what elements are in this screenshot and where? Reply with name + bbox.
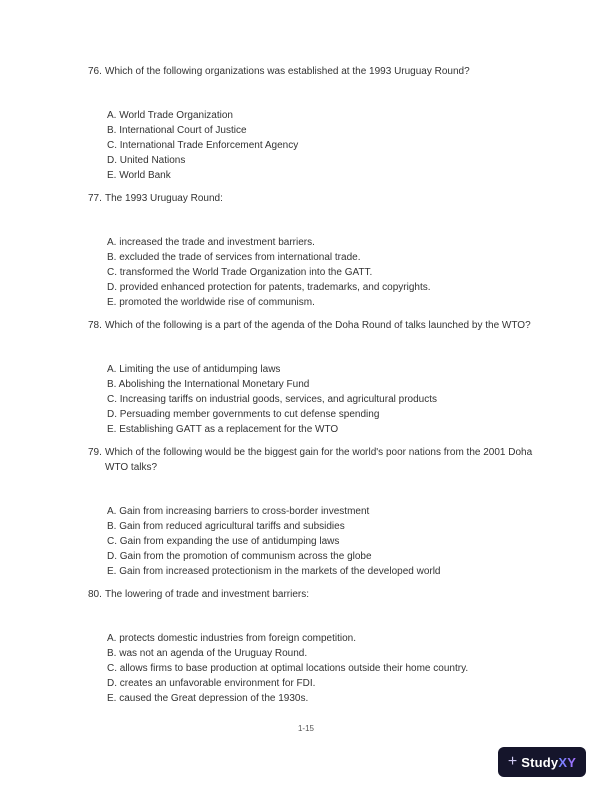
brand-study-text: Study bbox=[521, 754, 559, 770]
question-78 bbox=[88, 318, 554, 437]
answer-option: E. caused the Great depression of the 1930s. bbox=[107, 693, 309, 704]
answer-option: D. United Nations bbox=[107, 155, 186, 166]
answer-option: D. creates an unfavorable environment for FDI. bbox=[107, 678, 316, 689]
answer-option: E. World Bank bbox=[107, 170, 171, 181]
question-77 bbox=[88, 191, 554, 310]
answer-option: B. Abolishing the International Monetary Fund bbox=[107, 379, 310, 390]
answer-option: E. Gain from increased protectionism in the markets of the developed world bbox=[107, 566, 441, 577]
question-number: 76. bbox=[88, 66, 102, 77]
question-text: Which of the following would be the biggest gain for the world's poor nations from the 2001 Doha WTO talks? bbox=[105, 447, 533, 473]
question-number: 79. bbox=[88, 447, 102, 458]
answer-option: C. transformed the World Trade Organization into the GATT. bbox=[107, 267, 373, 278]
answer-options bbox=[107, 631, 554, 706]
question-line bbox=[88, 318, 554, 333]
answer-option: A. Limiting the use of antidumping laws bbox=[107, 364, 281, 375]
question-number: 77. bbox=[88, 193, 102, 204]
answer-option: E. Establishing GATT as a replacement for the WTO bbox=[107, 424, 339, 435]
question-text: Which of the following is a part of the agenda of the Doha Round of talks launched by the WTO? bbox=[105, 320, 531, 331]
answer-option: B. was not an agenda of the Uruguay Round. bbox=[107, 648, 308, 659]
answer-option: A. protects domestic industries from foreign competition. bbox=[107, 633, 356, 644]
question-80 bbox=[88, 587, 554, 706]
answer-option: D. Persuading member governments to cut defense spending bbox=[107, 409, 380, 420]
question-76 bbox=[88, 64, 554, 183]
answer-option: C. Gain from expanding the use of antidumping laws bbox=[107, 536, 340, 547]
question-text: The lowering of trade and investment barriers: bbox=[105, 589, 309, 600]
answer-option: C. Increasing tariffs on industrial goods, services, and agricultural products bbox=[107, 394, 437, 405]
question-line bbox=[88, 191, 554, 206]
question-text: Which of the following organizations was established at the 1993 Uruguay Round? bbox=[105, 66, 470, 77]
answer-option: D. Gain from the promotion of communism across the globe bbox=[107, 551, 372, 562]
answer-options bbox=[107, 362, 554, 437]
plus-icon: + bbox=[507, 753, 518, 770]
answer-option: B. excluded the trade of services from international trade. bbox=[107, 252, 361, 263]
answer-option: D. provided enhanced protection for patents, trademarks, and copyrights. bbox=[107, 282, 431, 293]
answer-option: C. International Trade Enforcement Agency bbox=[107, 140, 299, 151]
answer-options bbox=[107, 504, 554, 579]
answer-option: A. Gain from increasing barriers to cross-border investment bbox=[107, 506, 370, 517]
answer-options bbox=[107, 235, 554, 310]
question-line bbox=[88, 445, 554, 475]
answer-option: A. World Trade Organization bbox=[107, 110, 233, 121]
answer-option: E. promoted the worldwide rise of communism. bbox=[107, 297, 315, 308]
brand-wordmark bbox=[521, 755, 576, 770]
question-number: 78. bbox=[88, 320, 102, 331]
answer-option: B. International Court of Justice bbox=[107, 125, 247, 136]
page-number: 1-15 bbox=[297, 724, 314, 733]
question-line bbox=[88, 64, 554, 79]
question-79 bbox=[88, 445, 554, 579]
question-line bbox=[88, 587, 554, 602]
question-number: 80. bbox=[88, 589, 102, 600]
question-text: The 1993 Uruguay Round: bbox=[105, 193, 223, 204]
studyxy-logo-badge[interactable] bbox=[498, 747, 586, 777]
answer-options bbox=[107, 108, 554, 183]
brand-xy-text: XY bbox=[558, 754, 577, 770]
answer-option: A. increased the trade and investment barriers. bbox=[107, 237, 315, 248]
answer-option: B. Gain from reduced agricultural tariffs and subsidies bbox=[107, 521, 345, 532]
answer-option: C. allows firms to base production at optimal locations outside their home country. bbox=[107, 663, 469, 674]
